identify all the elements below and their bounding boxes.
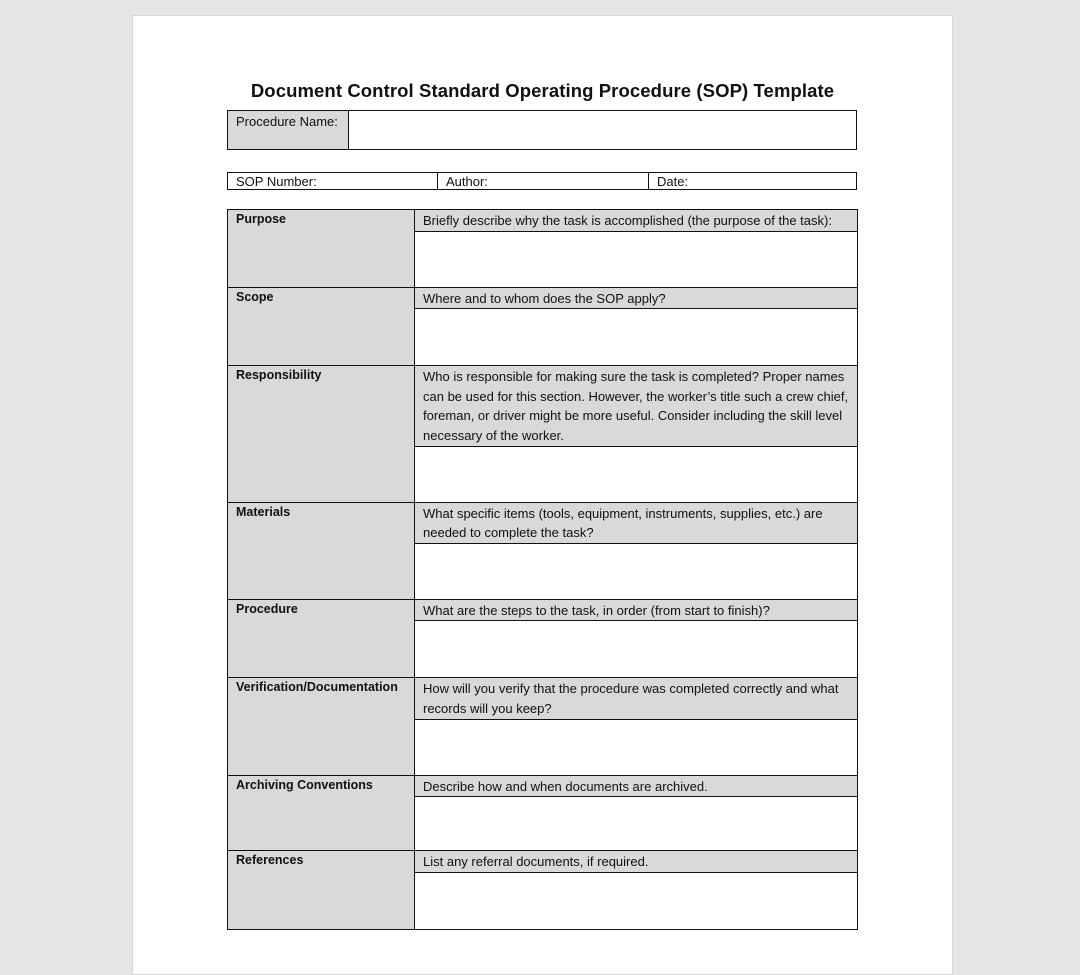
document-title: Document Control Standard Operating Procedure (SOP) Template (250, 80, 835, 101)
section-label-archiving: Archiving Conventions (228, 775, 415, 851)
section-answer-archiving[interactable] (415, 797, 858, 851)
section-row-scope (228, 287, 858, 309)
section-label-procedure: Procedure (228, 599, 415, 678)
section-prompt-scope: Where and to whom does the SOP apply? (415, 287, 858, 309)
section-answer-procedure[interactable] (415, 621, 858, 678)
section-row-materials (228, 502, 858, 543)
section-answer-materials[interactable] (415, 543, 858, 599)
procedure-name-field[interactable] (349, 111, 856, 149)
section-prompt-responsibility: Who is responsible for making sure the task is completed? Proper names can be used for this section. However, the worker’s title such a crew chief, foreman, or driver might be more useful. Consider including the skill level necessary of the worker. (415, 366, 858, 446)
section-row-purpose (228, 210, 858, 232)
section-label-scope: Scope (228, 287, 415, 366)
date-label: Date: (657, 174, 689, 189)
sop-sections-table (227, 209, 858, 930)
section-answer-references[interactable] (415, 872, 858, 929)
section-label-purpose: Purpose (228, 210, 415, 288)
section-prompt-references: List any referral documents, if required. (415, 851, 858, 873)
section-label-materials: Materials (228, 502, 415, 599)
sop-number-label: SOP Number: (236, 174, 317, 189)
author-field[interactable] (437, 173, 648, 189)
section-label-references: References (228, 851, 415, 930)
procedure-name-box (227, 110, 857, 150)
author-label: Author: (446, 174, 488, 189)
section-prompt-materials: What specific items (tools, equipment, instruments, supplies, etc.) are needed to complete the task? (415, 502, 858, 543)
section-answer-scope[interactable] (415, 309, 858, 366)
section-label-responsibility: Responsibility (228, 366, 415, 502)
section-answer-verification[interactable] (415, 719, 858, 775)
section-row-verification (228, 678, 858, 719)
section-row-procedure (228, 599, 858, 621)
date-field[interactable] (648, 173, 856, 189)
sop-meta-row (227, 172, 857, 190)
section-row-responsibility (228, 366, 858, 446)
section-row-archiving (228, 775, 858, 797)
section-prompt-purpose: Briefly describe why the task is accomplished (the purpose of the task): (415, 210, 858, 232)
section-label-verification: Verification/Documentation (228, 678, 415, 775)
section-answer-responsibility[interactable] (415, 446, 858, 502)
section-prompt-verification: How will you verify that the procedure was completed correctly and what records will you keep? (415, 678, 858, 719)
sop-number-field[interactable] (228, 173, 437, 189)
section-row-references (228, 851, 858, 873)
section-prompt-procedure: What are the steps to the task, in order (from start to finish)? (415, 599, 858, 621)
section-answer-purpose[interactable] (415, 231, 858, 287)
section-prompt-archiving: Describe how and when documents are archived. (415, 775, 858, 797)
procedure-name-label: Procedure Name: (228, 111, 349, 149)
